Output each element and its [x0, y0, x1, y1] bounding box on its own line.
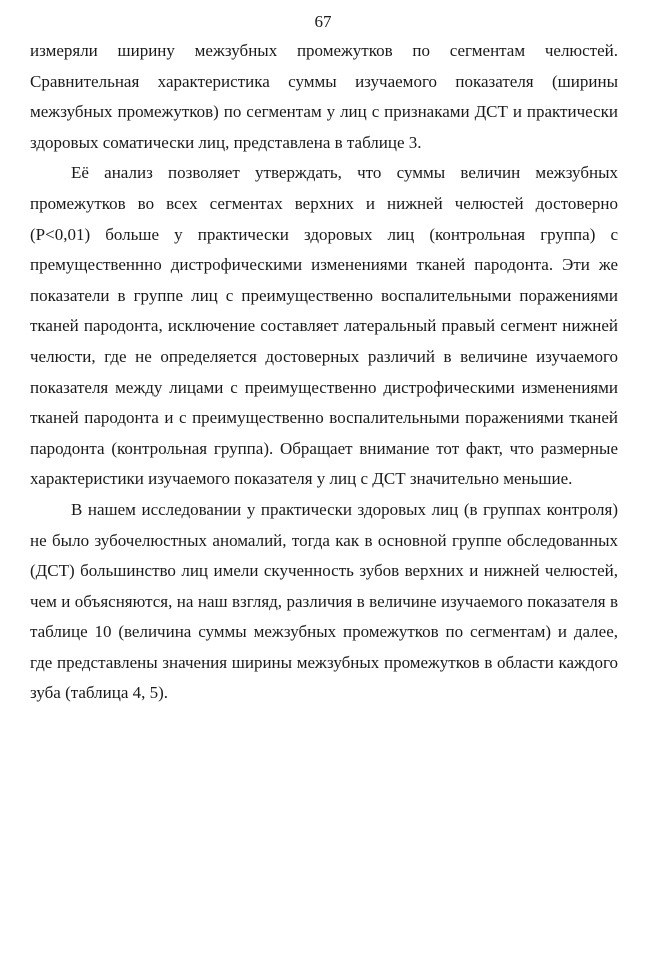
page-number: 67: [314, 12, 332, 31]
body-text: [30, 36, 618, 709]
paragraph-analysis: Её анализ позволяет утверждать, что суммы величин межзубных промежутков во всех сегментах верхних и нижней челюстей достоверно (Р<0,01) больше у практически здоровых лиц (контрольная группа) с премущественнно дистрофическими изменениями тканей пародонта. Эти же показатели в группе лиц с преимущественно воспалительными поражениями тканей пародонта, исключение составляет латеральный правый сегмент нижней челюсти, где не определяется достоверных различий в величине изучаемого показателя между лицами с преимущественно дистрофическими изменениями тканей пародонта и с преимущественно воспалительными поражениями тканей пародонта (контрольная группа). Обращает внимание тот факт, что размерные характеристики изучаемого показателя у лиц с ДСТ значительно меньшие.: [30, 163, 618, 489]
paragraph-continuation: измеряли ширину межзубных промежутков по сегментам челюстей. Сравнительная характеристика суммы изучаемого показателя (ширины межзубных промежутков) по сегментам у лиц с признаками ДСТ и практически здоровых соматически лиц, представлена в таблице 3.: [30, 41, 618, 152]
paragraph-study-findings: В нашем исследовании у практически здоровых лиц (в группах контроля) не было зубочелюстных аномалий, тогда как в основной группе обследованных (ДСТ) большинство лиц имели скученность зубов верхних и нижней челюстей, чем и объясняются, на наш взгляд, различия в величине изучаемого показателя в таблице 10 (величина суммы межзубных промежутков по сегментам) и далее, где представлены значения ширины межзубных промежутков в области каждого зуба (таблица 4, 5).: [30, 499, 618, 703]
